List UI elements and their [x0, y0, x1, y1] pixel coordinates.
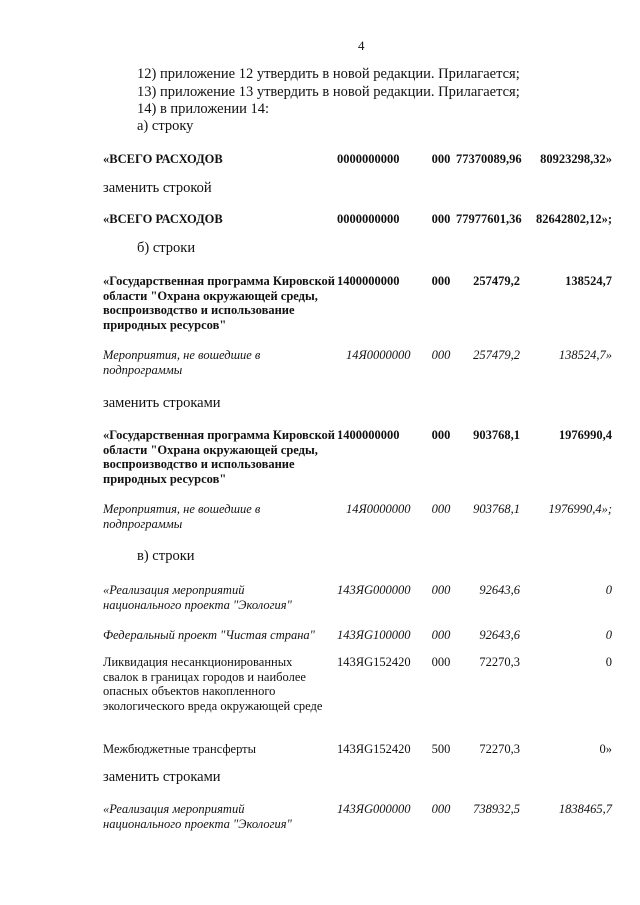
sub-c-label: в) строки [137, 548, 195, 564]
row-code: 143ЯG000000 [337, 802, 411, 816]
row-code: 143ЯG000000 [337, 583, 411, 597]
row-sum2: 138524,7 [565, 274, 612, 288]
item-12-text: 12) приложение 12 утвердить в новой редакции. Прилагается; [137, 66, 520, 82]
row-kvr: 000 [431, 428, 451, 442]
row-sum1: 72270,3 [479, 655, 520, 669]
row-sum1: 257479,2 [473, 348, 520, 362]
row-kvr: 000 [431, 628, 451, 642]
row-code: 1400000000 [337, 428, 400, 442]
row-name: Ликвидация несанкционированных свалок в границах городов и наиболее опасных объектов накопленного экологического вреда окружающей среде [103, 655, 323, 713]
row-sum1: 257479,2 [473, 274, 520, 288]
row-code: 14Я0000000 [346, 348, 411, 362]
row-kvr: 500 [431, 742, 451, 756]
row-kvr: 000 [431, 802, 451, 816]
replace-rows-label-1: заменить строками [103, 395, 221, 411]
row-kvr: 000 [431, 348, 451, 362]
row-sum2: 1976990,4»; [548, 502, 612, 516]
replace-row-label: заменить строкой [103, 180, 212, 196]
sub-b-label: б) строки [137, 240, 196, 256]
row-kvr: 000 [431, 583, 451, 597]
row-name: «Реализация мероприятий национального проекта "Экология" [103, 802, 292, 831]
row-sum1: 77370089,96 [456, 152, 522, 166]
row-name: Мероприятия, не вошедшие в подпрограммы [103, 502, 261, 531]
sub-a-text: а) строку [137, 118, 194, 134]
row-code: 143ЯG152420 [337, 655, 411, 669]
row-sum1: 92643,6 [479, 583, 520, 597]
row-code: 143ЯG100000 [337, 628, 411, 642]
row-name: Федеральный проект "Чистая страна" [103, 628, 315, 642]
row-sum1: 738932,5 [473, 802, 520, 816]
row-sum2: 0 [605, 655, 612, 669]
item-13-text: 13) приложение 13 утвердить в новой редакции. Прилагается; [137, 84, 520, 100]
row-name: Мероприятия, не вошедшие в подпрограммы [103, 348, 261, 377]
row-code: 1400000000 [337, 274, 400, 288]
row-sum2: 82642802,12»; [535, 212, 612, 226]
row-kvr: 000 [431, 655, 451, 669]
item-14-text: 14) в приложении 14: [137, 101, 270, 117]
row-code: 14Я0000000 [346, 502, 411, 516]
row-sum2: 1976990,4 [558, 428, 612, 442]
row-sum1: 903768,1 [473, 502, 520, 516]
page-number: 4 [358, 38, 365, 53]
row-name: «Государственная программа Кировской области "Охрана окружающей среды, воспроизводство и использование природных ресурсов" [103, 428, 335, 486]
row-sum2: 80923298,32» [540, 152, 612, 166]
row-sum1: 77977601,36 [456, 212, 522, 226]
row-sum2: 0 [605, 628, 612, 642]
row-kvr: 000 [431, 152, 451, 166]
row-sum2: 1838465,7 [558, 802, 612, 816]
row-name: Межбюджетные трансферты [103, 742, 257, 756]
row-name: «ВСЕГО РАСХОДОВ [103, 152, 223, 166]
row-sum2: 138524,7» [558, 348, 612, 362]
row-name: «Реализация мероприятий национального проекта "Экология" [103, 583, 292, 612]
row-code: 143ЯG152420 [337, 742, 411, 756]
row-name: «ВСЕГО РАСХОДОВ [103, 212, 223, 226]
row-kvr: 000 [431, 502, 451, 516]
replace-rows-label-2: заменить строками [103, 769, 221, 785]
row-sum1: 92643,6 [479, 628, 520, 642]
row-sum2: 0 [605, 583, 612, 597]
row-code: 0000000000 [337, 152, 400, 166]
row-kvr: 000 [431, 274, 451, 288]
row-sum1: 903768,1 [473, 428, 520, 442]
row-name: «Государственная программа Кировской области "Охрана окружающей среды, воспроизводство и использование природных ресурсов" [103, 274, 335, 332]
row-sum2: 0» [599, 742, 612, 756]
row-kvr: 000 [431, 212, 451, 226]
row-code: 0000000000 [337, 212, 400, 226]
row-sum1: 72270,3 [479, 742, 520, 756]
